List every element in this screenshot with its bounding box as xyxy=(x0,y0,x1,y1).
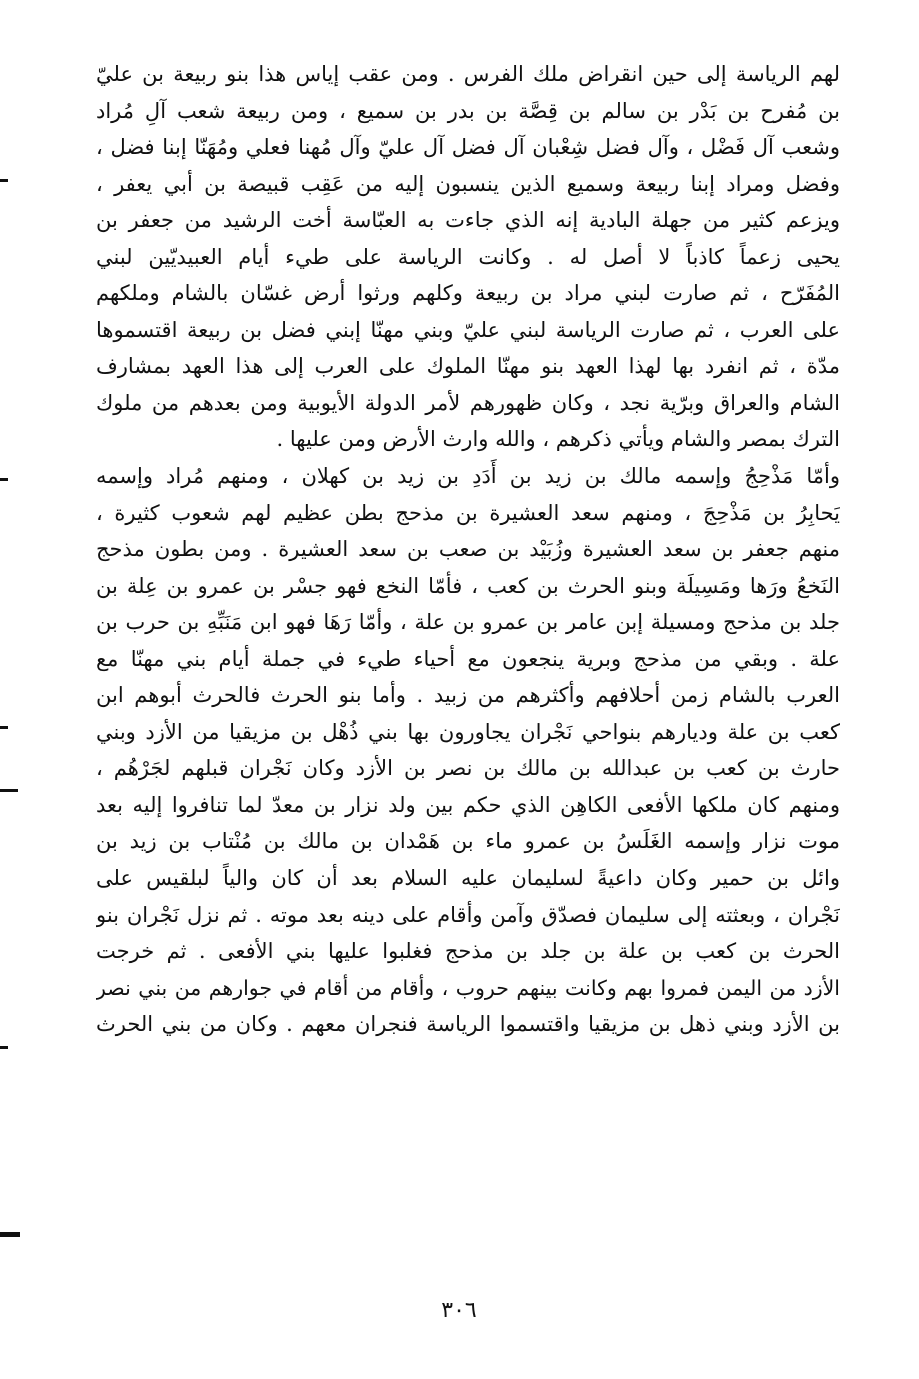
text-line-20: حارث بن كعب بن عبدالله بن مالك بن نصر بن الأزد وكان نَجْران قبلهم لجَرْهُم ، xyxy=(96,756,840,781)
text-line-3: وشعب آل فَضْل ، وآل فضل شِعْبان آل فضل آل عليّ وآل مُهنا فعلي ومُهَنّا إبنا فضل ، xyxy=(96,135,840,160)
text-line-8: على العرب ، ثم صارت الرياسة لبني عليّ وبني مهنّا إبني فضل بن ربيعة اقتسموها xyxy=(96,317,840,342)
text-line-25: الحرث بن كعب بن علة بن جلد بن مذحج فغلبوا عليها بني الأفعى . ثم خرجت xyxy=(96,939,840,964)
scan-edge-mark xyxy=(0,1232,20,1237)
text-line-22: موت نزار وإسمه الغَلَسُ بن عمرو ماء بن هَمْدان بن مالك بن مُنْتاب بن زيد بن xyxy=(96,829,840,854)
text-line-18: العرب بالشام زمن أحلافهم وأكثرهم من زبيد . وأما بنو الحرث فالحرث أبوهم ابن xyxy=(96,683,840,708)
text-line-10: الشام والعراق وبرّية نجد ، وكان ظهورهم لأمر الدولة الأيوبية ومن بعدهم من ملوك xyxy=(96,390,840,415)
text-line-21: ومنهم كان ملكها الأفعى الكاهِن الذي حكم بين ولد نزار بن معدّ لما تنافروا إليه بعد xyxy=(96,792,840,817)
page-number: ٣٠٦ xyxy=(441,1298,477,1323)
text-line-12: وأمّا مَذْحِجُ وإسمه مالك بن زيد بن أَدَدِ بن زيد بن كهلان ، ومنهم مُراد وإسمه xyxy=(96,464,840,489)
text-line-13: يَحابِرُ بن مَذْحِجَ ، ومنهم سعد العشيرة بن مذحج بطن عظيم لهم شعوب كثيرة ، xyxy=(96,500,840,525)
scan-edge-mark xyxy=(0,1046,8,1049)
text-line-2: بن مُفرح بن بَدْر بن سالم بن قِصَّة بن بدر بن سميع ، ومن ربيعة شعب آلِ مُراد xyxy=(96,98,840,123)
text-line-7: المُفَرّح ، ثم صارت لبني مراد بن ربيعة وكلهم ورثوا أرض غسّان بالشام وملكهم xyxy=(96,281,840,306)
text-line-9: مدّة ، ثم انفرد بها لهذا العهد بنو مهنّا الملوك على العرب إلى هذا العهد بمشارف xyxy=(96,354,840,379)
text-line-19: كعب بن علة وديارهم بنواحي نَجْران يجاورون بها بني ذُهْل بن مزيقيا من الأزد وبني xyxy=(96,719,840,744)
text-line-26: الأزد من اليمن فمروا بهم وكانت بينهم حروب ، وأقام من أقام في جوارهم من بني نصر xyxy=(96,975,840,1000)
scan-edge-mark xyxy=(0,179,8,182)
scan-edge-mark xyxy=(0,478,8,481)
text-line-1: لهم الرياسة إلى حين انقراض ملك الفرس . ومن عقب إياس هذا بنو ربيعة بن عليّ xyxy=(96,62,840,86)
text-line-23: وائل بن حمير وكان داعيةً لسليمان عليه السلام بعد أن كان والياً لبلقيس على xyxy=(96,866,840,891)
scan-edge-mark xyxy=(0,726,8,729)
text-line-27: بن الأزد وبني ذهل بن مزيقيا واقتسموا الرياسة فنجران معهم . وكان من بني الحرث xyxy=(96,1012,840,1037)
text-line-5: ويزعم كثير من جهلة البادية إنه الذي جاءت به العبّاسة أخت الرشيد من جعفر بن xyxy=(96,208,840,233)
body-text xyxy=(96,56,840,1043)
text-line-17: علة . وبقي من مذحج وبرية ينجعون مع أحياء طيء في جملة أيام بني مهنّا مع xyxy=(96,646,840,671)
text-line-6: يحيى زعماً كاذباً لا أصل له . وكانت الرياسة على طيء أيام العبيديّين لبني xyxy=(96,244,840,269)
text-line-4: وفضل ومراد إبنا ربيعة وسميع الذين ينسبون إليه من عَقِب قبيصة بن أبي يعفر ، xyxy=(96,171,840,196)
text-line-14: منهم جعفر بن سعد العشيرة وزُبَيْد بن صعب بن سعد العشيرة . ومن بطون مذحج xyxy=(96,537,840,562)
text-line-24: نَجْران ، وبعثته إلى سليمان فصدّق وآمن وأقام على دينه بعد موته . ثم نزل نَجْران بنو xyxy=(96,902,840,927)
scan-edge-mark xyxy=(0,789,18,792)
text-line-16: جلد بن مذحج ومسيلة إبن عامر بن عمرو بن علة ، وأمّا رَهَا فهو ابن مَنَبِّهِ بن حرب بن xyxy=(96,610,840,635)
text-line-15: النَخعُ ورَها ومَسِيلَة وبنو الحرث بن كعب ، فأمّا النخع فهو جسْر بن عمرو بن عِلة بن xyxy=(96,573,840,598)
text-line-11: الترك بمصر والشام ويأتي ذكرهم ، والله وارث الأرض ومن عليها . xyxy=(276,427,840,452)
